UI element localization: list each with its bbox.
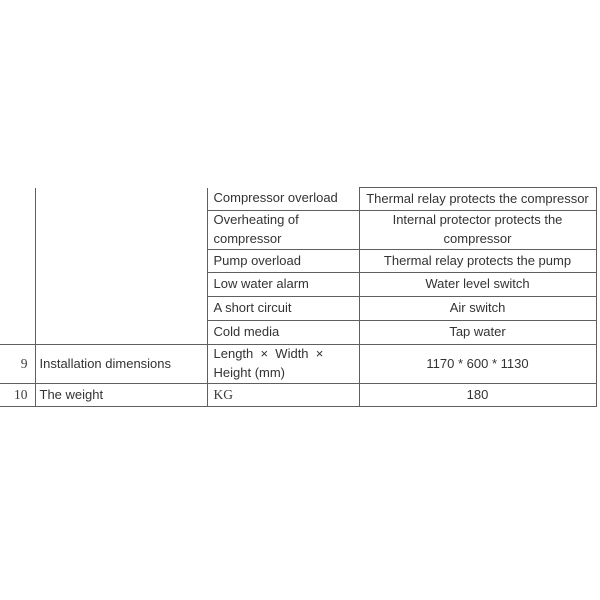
row-name-cell: Installation dimensions	[35, 345, 207, 384]
parameter-cell: A short circuit	[207, 297, 359, 321]
row-number-cell: 10	[0, 384, 35, 407]
value-cell: 1170 * 600 * 1130	[359, 345, 596, 384]
table-row	[0, 384, 596, 407]
value-cell: Water level switch	[359, 273, 596, 297]
value-cell: Air switch	[359, 297, 596, 321]
value-cell: 180	[359, 384, 596, 407]
table-row	[0, 345, 596, 384]
parameter-cell: KG	[207, 384, 359, 407]
parameter-cell: Length × Width × Height (mm)	[207, 345, 359, 384]
value-cell: Thermal relay protects the compressor	[359, 188, 596, 211]
specification-table	[0, 187, 597, 407]
row-number-cell-empty	[0, 188, 35, 345]
parameter-cell: Cold media	[207, 321, 359, 345]
parameter-cell: Low water alarm	[207, 273, 359, 297]
value-cell: Tap water	[359, 321, 596, 345]
parameter-cell: Overheating of compressor	[207, 211, 359, 250]
parameter-cell: Pump overload	[207, 250, 359, 273]
row-name-cell: The weight	[35, 384, 207, 407]
value-cell: Internal protector protects the compressor	[359, 211, 596, 250]
value-cell: Thermal relay protects the pump	[359, 250, 596, 273]
parameter-cell: Compressor overload	[207, 188, 359, 211]
row-number-cell: 9	[0, 345, 35, 384]
row-name-cell-empty	[35, 188, 207, 345]
table-row	[0, 188, 596, 211]
